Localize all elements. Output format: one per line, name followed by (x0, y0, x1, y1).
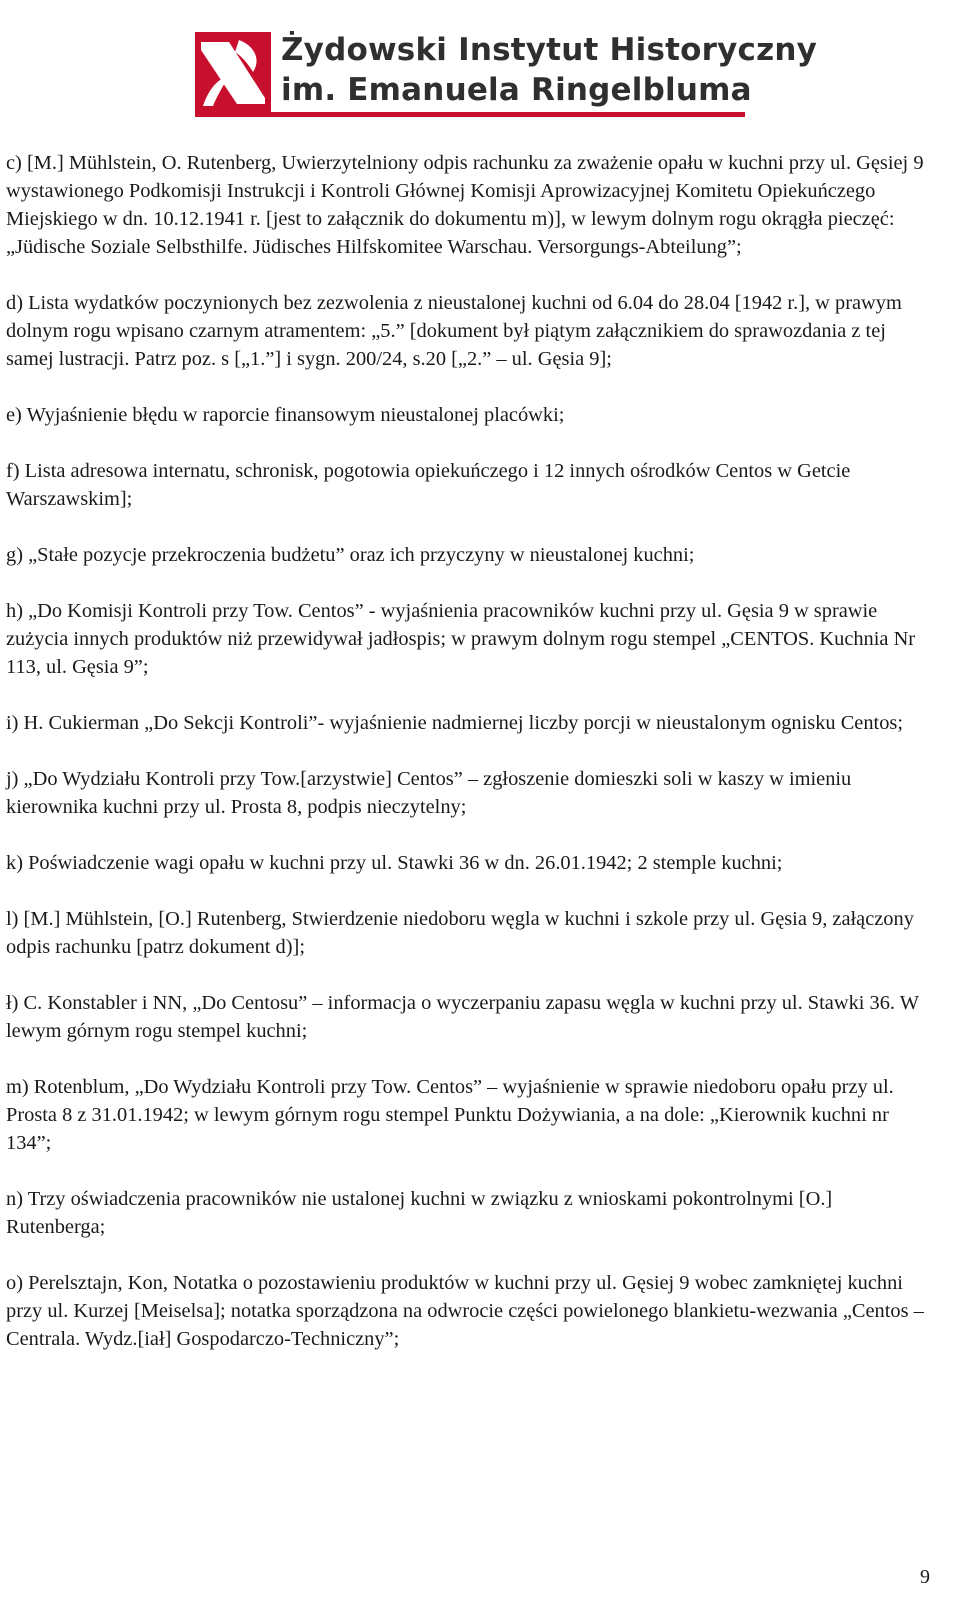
logo-emblem-icon (195, 32, 271, 112)
entry-k: k) Poświadczenie wagi opału w kuchni przy ul. Stawki 36 w dn. 26.01.1942; 2 stemple kuchni; (6, 852, 783, 874)
entry-m: m) Rotenblum, „Do Wydziału Kontroli przy Tow. Centos” – wyjaśnienie w sprawie niedoboru opału przy ul. Prosta 8 z 31.01.1942; w lewym górnym rogu stempel Punktu Dożywiania, a na dole: „Kierownik kuchni nr 134”; (6, 1076, 894, 1154)
entry-c: c) [M.] Mühlstein, O. Rutenberg, Uwierzytelniony odpis rachunku za zważenie opału w kuchni przy ul. Gęsiej 9 wystawionego Podkomisji Instrukcji i Kontroli Głównej Komisji Aprowizacyjnej Komitetu Opiekuńczego Miejskiego w dn. 10.12.1941 r. [jest to załącznik do dokumentu m)], w lewym dolnym rogu okrągła pieczęć: „Jüdische Soziale Selbsthilfe. Jüdisches Hilfskomitee Warschau. Versorgungs-Abteilung”; (6, 152, 924, 258)
entry-g: g) „Stałe pozycje przekroczenia budżetu” oraz ich przyczyny w nieustalonej kuchni; (6, 544, 695, 566)
entry-l: l) [M.] Mühlstein, [O.] Rutenberg, Stwierdzenie niedoboru węgla w kuchni i szkole przy ul. Gęsia 9, załączony odpis rachunku [patrz dokument d)]; (6, 908, 914, 958)
entry-i: i) H. Cukierman „Do Sekcji Kontroli”- wyjaśnienie nadmiernej liczby porcji w nieustalonym ognisku Centos; (6, 712, 903, 734)
entry-n: n) Trzy oświadczenia pracowników nie ustalonej kuchni w związku z wnioskami pokontrolnymi [O.] Rutenberga; (6, 1188, 833, 1238)
entry-l-stroke: ł) C. Konstabler i NN, „Do Centosu” – informacja o wyczerpaniu zapasu węgla w kuchni przy ul. Stawki 36. W lewym górnym rogu stempel kuchni; (6, 992, 919, 1042)
entry-f: f) Lista adresowa internatu, schronisk, pogotowia opiekuńczego i 12 innych ośrodków Centos w Getcie Warszawskim]; (6, 460, 851, 510)
logo-text (281, 30, 817, 110)
entry-h: h) „Do Komisji Kontroli przy Tow. Centos” - wyjaśnienia pracowników kuchni przy ul. Gęsia 9 w sprawie zużycia innych produktów niż przewidywał jadłospis; w prawym dolnym rogu stempel „CENTOS. Kuchnia Nr 113, ul. Gęsia 9”; (6, 600, 916, 678)
logo-line-1: Żydowski Instytut Historyczny (281, 32, 818, 68)
page-number: 9 (920, 1566, 930, 1588)
institute-logo (195, 28, 818, 116)
entry-o: o) Perelsztajn, Kon, Notatka o pozostawieniu produktów w kuchni przy ul. Gęsiej 9 wobec zamkniętej kuchni przy ul. Kurzej [Meiselsa]; notatka sporządzona na odwrocie części powielonego blankietu-wezwania „Centos – Centrala. Wydz.[iał] Gospodarczo-Techniczny”; (6, 1272, 924, 1350)
entry-j: j) „Do Wydziału Kontroli przy Tow.[arzystwie] Centos” – zgłoszenie domieszki soli w kaszy w imieniu kierownika kuchni przy ul. Prosta 8, podpis nieczytelny; (6, 768, 852, 818)
entry-d: d) Lista wydatków poczynionych bez zezwolenia z nieustalonej kuchni od 6.04 do 28.04 [1942 r.], w prawym dolnym rogu wpisano czarnym atramentem: „5.” [dokument był piątym załącznikiem do sprawozdania z tej samej lustracji. Patrz poz. s [„1.”] i sygn. 200/24, s.20 [„2.” – ul. Gęsia 9]; (6, 292, 902, 370)
logo-underline-bar (195, 112, 745, 117)
document-body (6, 149, 936, 1381)
entry-e: e) Wyjaśnienie błędu w raporcie finansowym nieustalonej placówki; (6, 404, 565, 426)
logo-line-2: im. Emanuela Ringelbluma (281, 72, 752, 108)
